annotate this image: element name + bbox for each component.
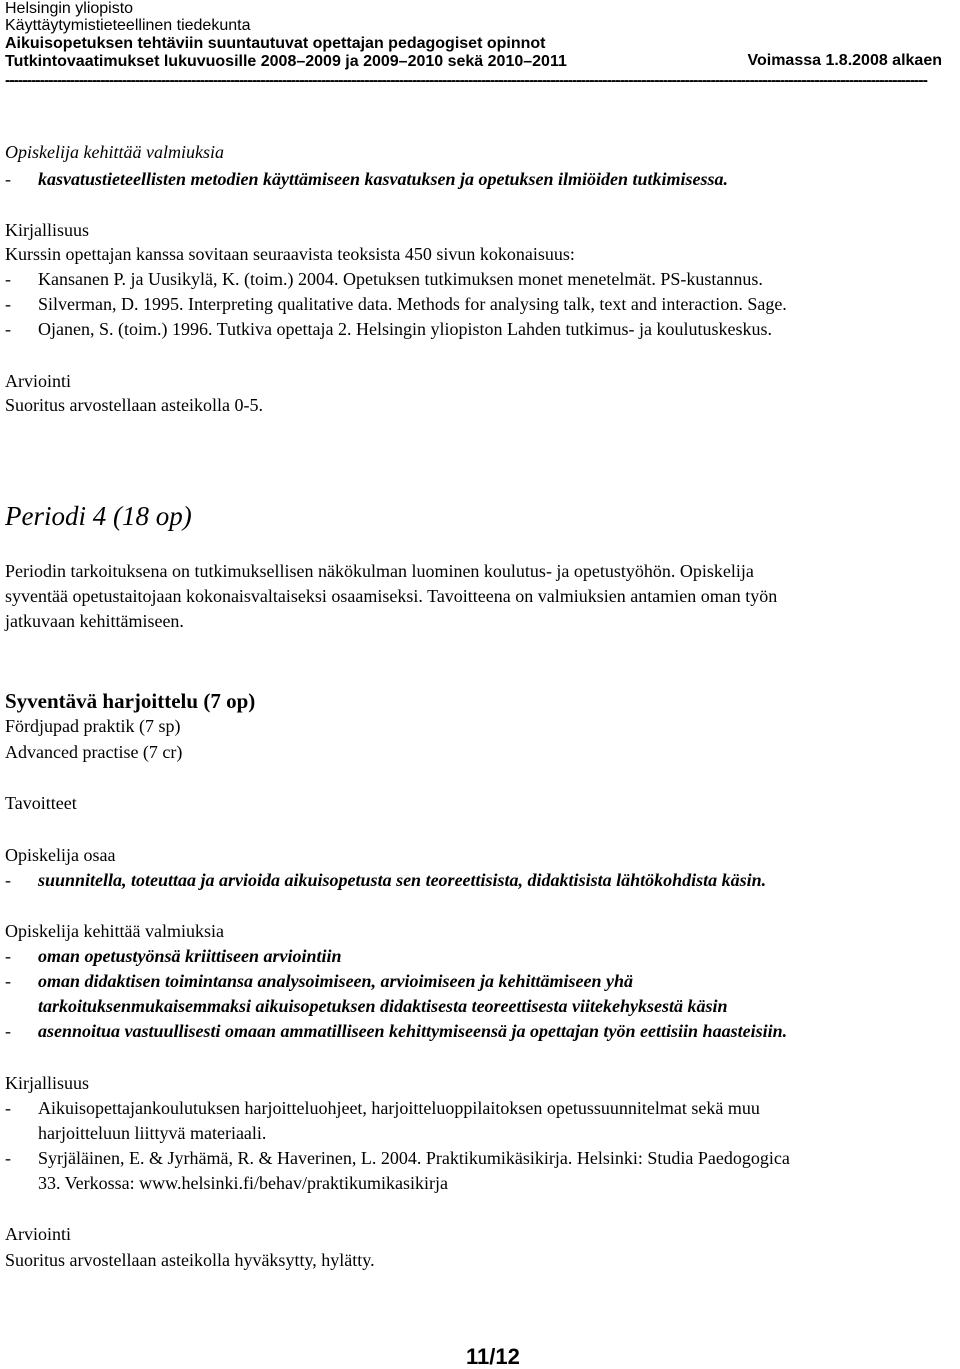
page-number: 11/12 (466, 1344, 520, 1369)
literature-heading: Kirjallisuus (5, 1073, 89, 1093)
period-description-line: syventää opetustaitojaan kokonaisvaltaiseksi osaamiseksi. Tavoitteena on valmiuksien antamien oman työn (5, 586, 778, 606)
period-title: Periodi 4 (18 op) (5, 501, 192, 531)
list-item: oman didaktisen toimintansa analysoimiseen, arvioimiseen ja kehittämiseen yhä (38, 971, 634, 991)
list-item: oman opetustyönsä kriittiseen arviointiin (38, 946, 342, 966)
list-dash: - (5, 1148, 11, 1168)
list-item-continuation: harjoitteluun liittyvä materiaali. (38, 1123, 267, 1143)
assessment-heading: Arviointi (5, 1224, 71, 1244)
list-dash: - (5, 971, 11, 991)
list-dash: - (5, 870, 11, 890)
list-item: Ojanen, S. (toim.) 1996. Tutkiva opettaja 2. Helsingin yliopiston Lahden tutkimus- ja koulutuskeskus. (38, 319, 772, 339)
period-description-line: Periodin tarkoituksena on tutkimuksellisen näkökulman luominen koulutus- ja opetustyöhön. Opiskelija (5, 561, 754, 581)
course-title-sv: Fördjupad praktik (7 sp) (5, 716, 181, 736)
list-dash: - (5, 319, 11, 339)
skills-heading: Opiskelija kehittää valmiuksia (5, 142, 224, 162)
header-faculty: Käyttäytymistieteellinen tiedekunta (5, 17, 251, 34)
header-valid-from: Voimassa 1.8.2008 alkaen (747, 52, 942, 69)
course-title-en: Advanced practise (7 cr) (5, 742, 183, 762)
goals-heading: Tavoitteet (5, 793, 77, 813)
list-item: Aikuisopettajankoulutuksen harjoitteluohjeet, harjoitteluoppilaitoksen opetussuunnitelmat sekä muu (38, 1098, 760, 1118)
course-title: Syventävä harjoittelu (7 op) (5, 689, 256, 713)
header-program: Aikuisopetuksen tehtäviin suuntautuvat opettajan pedagogiset opinnot (5, 35, 546, 52)
list-item: Silverman, D. 1995. Interpreting qualitative data. Methods for analysing talk, text and interaction. Sage. (38, 294, 787, 314)
can-heading: Opiskelija osaa (5, 845, 116, 865)
header-requirements: Tutkintovaatimukset lukuvuosille 2008–2009 ja 2009–2010 sekä 2010–2011 (5, 53, 567, 70)
list-item: Kansanen P. ja Uusikylä, K. (toim.) 2004. Opetuksen tutkimuksen monet menetelmät. PS-kustannus. (38, 269, 763, 289)
list-dash: - (5, 269, 11, 289)
header-university: Helsingin yliopisto (5, 0, 134, 17)
list-item-continuation: tarkoituksenmukaisemmaksi aikuisopetuksen didaktisesta teoreettisesta viitekehyksestä käsin (38, 996, 728, 1016)
list-dash: - (5, 294, 11, 314)
skills-heading: Opiskelija kehittää valmiuksia (5, 921, 224, 941)
list-dash: - (5, 946, 11, 966)
assessment-text: Suoritus arvostellaan asteikolla hyväksytty, hylätty. (5, 1250, 375, 1270)
list-item: kasvatustieteellisten metodien käyttämiseen kasvatuksen ja opetuksen ilmiöiden tutkimisessa. (38, 169, 729, 189)
assessment-text: Suoritus arvostellaan asteikolla 0-5. (5, 395, 263, 415)
list-dash: - (5, 1021, 11, 1041)
list-item-continuation: 33. Verkossa: www.helsinki.fi/behav/praktikumikasikirja (38, 1173, 448, 1193)
assessment-heading: Arviointi (5, 371, 71, 391)
list-item: asennoitua vastuullisesti omaan ammatilliseen kehittymiseensä ja opettajan työn eettisiin haasteisiin. (38, 1021, 788, 1041)
list-dash: - (5, 169, 11, 189)
list-dash: - (5, 1098, 11, 1118)
literature-heading: Kirjallisuus (5, 220, 89, 240)
literature-intro: Kurssin opettajan kanssa sovitaan seuraavista teoksista 450 sivun kokonaisuus: (5, 244, 575, 264)
period-description-line: jatkuvaan kehittämiseen. (5, 611, 184, 631)
list-item: Syrjäläinen, E. & Jyrhämä, R. & Haverinen, L. 2004. Praktikumikäsikirja. Helsinki: Studia Paedogogica (38, 1148, 790, 1168)
list-item: suunnitella, toteuttaa ja arvioida aikuisopetusta sen teoreettisista, didaktisista lähtökohdista käsin. (38, 870, 767, 890)
header-separator: --------------------------------------------------------------------------------------------------------------------------------------------------------------------------------------------------------------------- (5, 72, 927, 89)
